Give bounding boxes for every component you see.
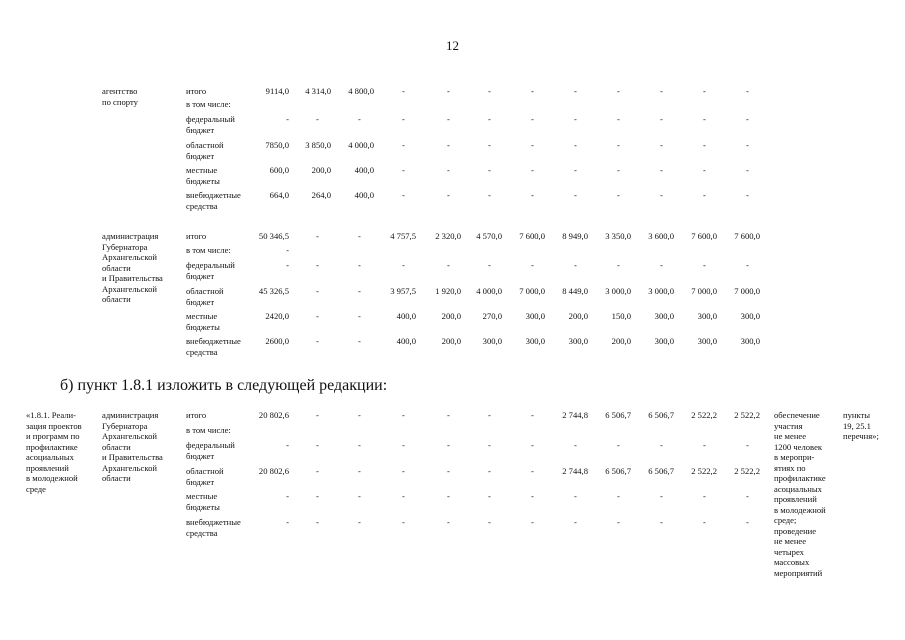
year-value-dash: - [703,260,706,270]
year-value-dash: - [617,260,620,270]
result-text: среде; [774,515,797,525]
row-label: местные [186,491,218,501]
row-label: средства [186,527,218,538]
year-value: 150,0 [611,311,631,321]
row-label: итого [186,231,207,241]
year-value-dash: - [316,440,319,450]
year-value-dash: - [358,114,361,124]
year-value-dash: - [574,440,577,450]
year-value-dash: - [316,260,319,270]
year-value: 3 000,0 [605,286,631,296]
year-value-dash: - [358,410,361,420]
year-value-dash: - [531,86,534,96]
year-value-dash: - [703,491,706,501]
year-value: 300,0 [740,336,760,346]
row-total: 20 802,6 [258,410,289,420]
row-total: - [286,517,289,527]
year-value-dash: - [703,86,706,96]
year-value: 2 744,8 [562,466,588,476]
year-value-dash: - [617,440,620,450]
year-value: 300,0 [525,311,545,321]
result-text: асоциальных [774,483,822,494]
year-value: 200,0 [441,311,461,321]
year-value-dash: - [316,336,319,346]
year-value: 264,0 [311,190,331,200]
year-value-dash: - [617,190,620,200]
year-value-dash: - [746,517,749,527]
year-value-dash: - [574,165,577,175]
year-value: 400,0 [354,165,374,175]
executor-label: Архангельской [102,252,157,262]
year-value-dash: - [447,440,450,450]
year-value-dash: - [402,440,405,450]
year-value: 7 600,0 [734,231,760,241]
year-value-dash: - [358,517,361,527]
year-value: 200,0 [311,165,331,175]
year-value-dash: - [316,311,319,321]
year-value-dash: - [402,190,405,200]
year-value-dash: - [447,260,450,270]
row-label: областной [186,286,224,296]
section-heading: б) пункт 1.8.1 изложить в следующей редакции: [60,377,388,394]
year-value-dash: - [746,190,749,200]
year-value-dash: - [531,517,534,527]
year-value-dash: - [447,491,450,501]
year-value-dash: - [531,491,534,501]
measure-label: зация проектов [26,420,82,431]
year-value-dash: - [358,231,361,241]
year-value: 6 506,7 [648,410,674,420]
measure-label: «1.8.1. Реали- [26,410,77,420]
year-value-dash: - [488,410,491,420]
year-value: 2 522,2 [734,410,760,420]
year-value-dash: - [447,165,450,175]
year-value-dash: - [358,311,361,321]
executor-label: области [102,294,131,304]
row-label: бюджет [186,450,215,461]
result-text: обеспечение [774,410,820,420]
year-value-dash: - [746,86,749,96]
year-value-dash: - [574,260,577,270]
year-value-dash: - [746,114,749,124]
row-label: бюджеты [186,175,220,186]
row-total: 664,0 [269,190,289,200]
executor-label: Архангельской [102,431,157,441]
row-label: местные [186,311,218,321]
year-value-dash: - [617,517,620,527]
row-label: средства [186,346,218,357]
year-value-dash: - [316,410,319,420]
row-total: - [286,440,289,450]
year-value-dash: - [703,190,706,200]
row-label: в том числе: [186,245,231,255]
year-value-dash: - [531,140,534,150]
year-value: 3 957,5 [390,286,416,296]
year-value-dash: - [358,440,361,450]
year-value-dash: - [447,517,450,527]
year-value: 3 000,0 [648,286,674,296]
row-total: 20 802,6 [258,466,289,476]
row-label: бюджет [186,150,215,161]
year-value-dash: - [531,260,534,270]
year-value-dash: - [316,231,319,241]
row-label: бюджет [186,270,215,281]
year-value: 7 000,0 [691,286,717,296]
reference-text: пункты [843,410,871,420]
year-value: 3 350,0 [605,231,631,241]
year-value-dash: - [703,165,706,175]
year-value-dash: - [531,190,534,200]
year-value-dash: - [617,491,620,501]
year-value-dash: - [660,491,663,501]
row-total: 2420,0 [265,311,289,321]
row-label: внебюджетные [186,190,241,200]
measure-label: и программ по [26,431,80,441]
row-label: внебюджетные [186,336,241,346]
result-text: проявлений [774,494,817,504]
reference-text: 19, 25.1 [843,420,871,431]
row-label: внебюджетные [186,517,241,527]
executor-label: Губернатора [102,241,148,252]
year-value: 300,0 [740,311,760,321]
year-value: 4 800,0 [348,86,374,96]
year-value: 4 314,0 [305,86,331,96]
year-value: 2 522,2 [691,466,717,476]
year-value: 300,0 [697,336,717,346]
year-value-dash: - [574,140,577,150]
year-value: 7 600,0 [519,231,545,241]
year-value-dash: - [488,517,491,527]
year-value-dash: - [358,336,361,346]
measure-label: профилактике [26,441,78,452]
row-total: 7850,0 [265,140,289,150]
year-value: 270,0 [482,311,502,321]
result-text: не менее [774,536,807,546]
year-value-dash: - [402,114,405,124]
year-value-dash: - [402,165,405,175]
result-text: массовых [774,557,810,567]
row-total: 50 346,5 [258,231,289,241]
year-value-dash: - [746,165,749,175]
year-value-dash: - [402,491,405,501]
year-value-dash: - [660,165,663,175]
executor-label: области [102,262,131,273]
year-value: 200,0 [568,311,588,321]
result-text: ятиях по [774,462,806,473]
year-value-dash: - [488,440,491,450]
row-label: бюджет [186,476,215,487]
executor-label: Губернатора [102,420,148,431]
measure-label: проявлений [26,462,69,473]
year-value-dash: - [488,86,491,96]
result-text: не менее [774,431,807,441]
year-value-dash: - [316,466,319,476]
year-value: 1 920,0 [435,286,461,296]
executor-label: области [102,441,131,452]
row-label: в том числе: [186,99,231,109]
year-value-dash: - [574,190,577,200]
year-value: 4 757,5 [390,231,416,241]
measure-label: асоциальных [26,452,74,462]
year-value-dash: - [531,466,534,476]
reference-text: перечня»; [843,431,879,441]
row-label: средства [186,200,218,211]
year-value: 3 600,0 [648,231,674,241]
year-value: 6 506,7 [605,410,631,420]
row-label: итого [186,86,207,96]
year-value: 400,0 [396,336,416,346]
result-text: профилактике [774,473,826,483]
year-value: 300,0 [568,336,588,346]
year-value-dash: - [703,440,706,450]
year-value-dash: - [531,114,534,124]
row-label: федеральный [186,260,235,270]
year-value-dash: - [316,491,319,501]
result-text: 1200 человек [774,441,823,452]
year-value: 300,0 [525,336,545,346]
year-value: 300,0 [654,311,674,321]
year-value-dash: - [746,491,749,501]
result-text: четырех [774,546,804,557]
year-value-dash: - [488,140,491,150]
year-value: 2 522,2 [734,466,760,476]
year-value: 300,0 [482,336,502,346]
year-value-dash: - [447,140,450,150]
year-value-dash: - [447,410,450,420]
year-value-dash: - [447,86,450,96]
year-value: 8 949,0 [562,231,588,241]
year-value-dash: - [660,86,663,96]
year-value-dash: - [660,260,663,270]
year-value-dash: - [574,491,577,501]
year-value: 8 449,0 [562,286,588,296]
executor-label: администрация [102,410,159,420]
row-label: в том числе: [186,425,231,435]
year-value: 300,0 [654,336,674,346]
row-label: федеральный [186,114,235,124]
year-value: 7 000,0 [734,286,760,296]
row-label: областной [186,466,224,476]
year-value-dash: - [447,466,450,476]
year-value-dash: - [531,165,534,175]
row-total: - [286,260,289,270]
measure-label: в молодежной [26,473,78,483]
year-value-dash: - [488,491,491,501]
year-value: 300,0 [697,311,717,321]
year-value: 7 600,0 [691,231,717,241]
executor-label: Архангельской [102,462,157,473]
row-label: местные [186,165,218,175]
year-value-dash: - [358,286,361,296]
result-text: в молодежной [774,504,826,515]
year-value-dash: - [660,440,663,450]
year-value-dash: - [402,260,405,270]
year-value: 400,0 [396,311,416,321]
year-value-dash: - [358,260,361,270]
year-value-dash: - [402,86,405,96]
row-label: бюджеты [186,321,220,332]
year-value-dash: - [488,165,491,175]
year-value-dash: - [488,190,491,200]
year-value: 2 522,2 [691,410,717,420]
row-label: федеральный [186,440,235,450]
row-label: итого [186,410,207,420]
year-value-dash: - [447,114,450,124]
executor-label: по спорту [102,96,138,107]
row-label: областной [186,140,224,150]
year-value: 3 850,0 [305,140,331,150]
result-text: в меропри- [774,452,815,462]
row-total: 600,0 [269,165,289,175]
year-value: 200,0 [441,336,461,346]
year-value-dash: - [488,260,491,270]
year-value-dash: - [358,466,361,476]
year-value-dash: - [488,466,491,476]
result-text: мероприятий [774,567,823,578]
year-value-dash: - [660,190,663,200]
row-total: - [286,245,289,255]
year-value-dash: - [531,410,534,420]
year-value: 4 000,0 [348,140,374,150]
executor-label: Архангельской [102,283,157,294]
row-total: - [286,114,289,124]
year-value-dash: - [574,86,577,96]
row-label: бюджеты [186,501,220,512]
executor-label: агентство [102,86,138,96]
executor-label: области [102,473,131,483]
year-value-dash: - [660,517,663,527]
page-number: 12 [446,38,459,53]
year-value-dash: - [531,440,534,450]
executor-label: администрация [102,231,159,241]
year-value-dash: - [703,517,706,527]
year-value-dash: - [574,517,577,527]
year-value: 4 570,0 [476,231,502,241]
year-value-dash: - [660,114,663,124]
year-value-dash: - [746,440,749,450]
year-value-dash: - [746,140,749,150]
row-label: бюджет [186,296,215,307]
row-total: 45 326,5 [258,286,289,296]
year-value: 6 506,7 [605,466,631,476]
year-value: 200,0 [611,336,631,346]
measure-label: среде [26,483,46,494]
year-value-dash: - [617,165,620,175]
year-value-dash: - [316,286,319,296]
year-value-dash: - [746,260,749,270]
row-label: бюджет [186,124,215,135]
year-value-dash: - [617,140,620,150]
row-total: 9114,0 [265,86,289,96]
year-value-dash: - [402,517,405,527]
year-value: 6 506,7 [648,466,674,476]
year-value: 2 320,0 [435,231,461,241]
year-value-dash: - [703,140,706,150]
year-value: 400,0 [354,190,374,200]
executor-label: и Правительства [102,273,163,283]
year-value: 4 000,0 [476,286,502,296]
year-value-dash: - [402,466,405,476]
result-text: участия [774,420,803,431]
year-value-dash: - [617,114,620,124]
year-value: 2 744,8 [562,410,588,420]
year-value-dash: - [358,491,361,501]
year-value-dash: - [660,140,663,150]
result-text: проведение [774,525,817,536]
row-total: 2600,0 [265,336,289,346]
year-value-dash: - [402,140,405,150]
year-value-dash: - [703,114,706,124]
year-value-dash: - [574,114,577,124]
year-value-dash: - [488,114,491,124]
executor-label: и Правительства [102,452,163,462]
year-value-dash: - [316,517,319,527]
year-value-dash: - [402,410,405,420]
year-value-dash: - [447,190,450,200]
row-total: - [286,491,289,501]
year-value-dash: - [316,114,319,124]
year-value: 7 000,0 [519,286,545,296]
year-value-dash: - [617,86,620,96]
